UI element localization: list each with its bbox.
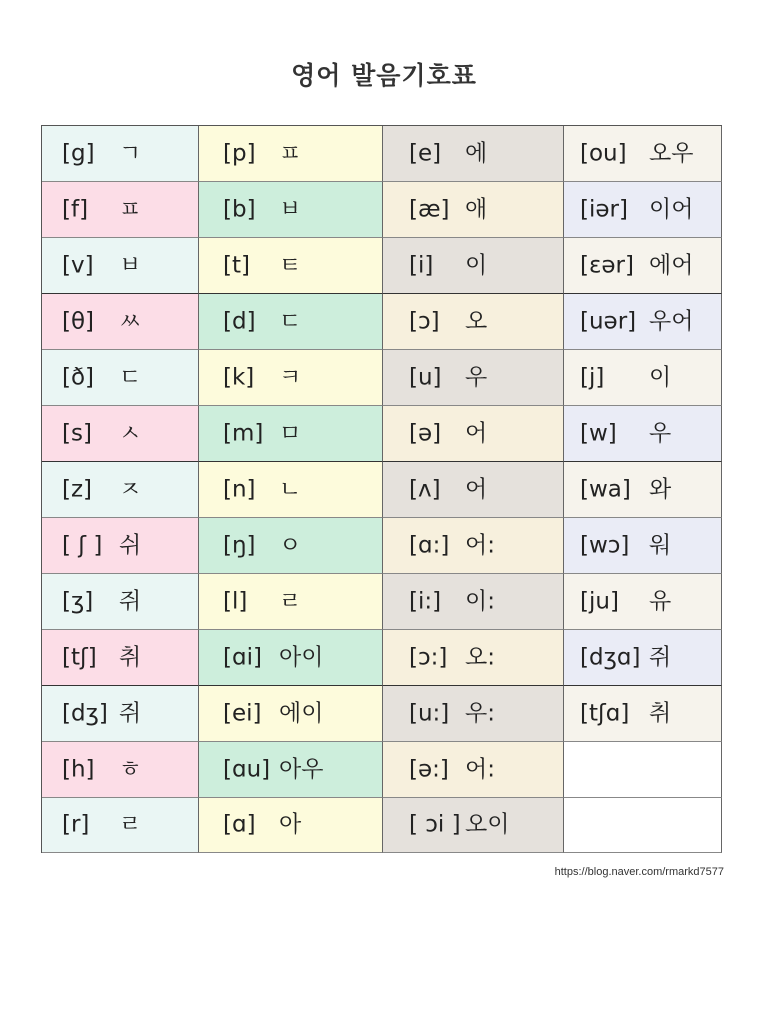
footer-url: https://blog.naver.com/rmarkd7577: [554, 866, 724, 878]
korean-pronunciation: ㅈ: [119, 476, 142, 502]
phonetic-cell: [383, 294, 564, 350]
phonetic-cell: [42, 294, 199, 350]
phonetic-symbol: [wa]: [580, 476, 631, 502]
korean-pronunciation: 에: [465, 140, 488, 166]
phonetic-symbol: [i]: [409, 252, 434, 278]
phonetic-symbol: [ɑi]: [223, 644, 262, 670]
phonetic-symbol: [b]: [223, 196, 256, 222]
korean-pronunciation: 오: [465, 308, 488, 334]
korean-pronunciation: 이:: [465, 588, 495, 614]
korean-pronunciation: ㄴ: [279, 476, 302, 502]
phonetic-cell: [42, 574, 199, 630]
phonetic-symbol: [ ʃ ]: [62, 532, 103, 558]
phonetic-symbol: [ɑ]: [223, 811, 256, 838]
korean-pronunciation: 우: [649, 420, 672, 446]
phonetic-symbol: [l]: [223, 588, 248, 614]
phonetic-cell: [199, 406, 383, 462]
phonetic-symbol: [v]: [62, 252, 94, 278]
phonetic-symbol: [u]: [409, 364, 442, 390]
phonetic-cell: [383, 182, 564, 238]
phonetic-cell: [42, 518, 199, 574]
korean-pronunciation: 취: [649, 700, 672, 726]
phonetic-symbol: [j]: [580, 364, 605, 390]
page-title: 영어 발음기호표: [291, 61, 477, 90]
phonetic-cell: [564, 294, 722, 350]
phonetic-symbol: [f]: [62, 196, 89, 222]
phonetic-symbol: [i:]: [409, 588, 442, 614]
phonetic-cell: [383, 462, 564, 518]
phonetic-symbol: [tʃ]: [62, 644, 97, 670]
phonetic-cell: [564, 518, 722, 574]
phonetic-symbol: [t]: [223, 252, 250, 278]
korean-pronunciation: 이: [465, 252, 488, 278]
phonetic-cell: [383, 686, 564, 742]
korean-pronunciation: 쉬: [119, 532, 142, 558]
korean-pronunciation: 취: [119, 644, 142, 670]
korean-pronunciation: 아우: [279, 756, 324, 782]
phonetic-cell: [42, 406, 199, 462]
korean-pronunciation: ㄹ: [279, 588, 302, 614]
korean-pronunciation: 어:: [465, 756, 495, 782]
korean-pronunciation: 우:: [465, 700, 495, 726]
phonetic-cell: [42, 798, 199, 853]
chart-col-4: [564, 126, 722, 853]
phonetic-cell: [383, 126, 564, 182]
phonetic-cell: [42, 686, 199, 742]
korean-pronunciation: 오우: [649, 140, 694, 166]
korean-pronunciation: ㅆ: [119, 308, 142, 334]
phonetic-cell: [42, 182, 199, 238]
phonetic-symbol: [r]: [62, 811, 90, 838]
phonetic-cell: [383, 350, 564, 406]
phonetic-symbol: [wɔ]: [580, 532, 630, 558]
phonetic-symbol: [dʒ]: [62, 700, 108, 726]
chart-col-3: [383, 126, 564, 853]
phonetic-cell: [42, 350, 199, 406]
phonetic-cell: [199, 462, 383, 518]
phonetic-cell: [383, 518, 564, 574]
phonetic-symbol: [iər]: [580, 196, 628, 222]
phonetic-cell: [42, 742, 199, 798]
phonetic-cell: [199, 630, 383, 686]
phonetic-cell: [199, 686, 383, 742]
phonetic-cell: [564, 686, 722, 742]
korean-pronunciation: 쥐: [649, 644, 672, 670]
phonetic-symbol: [ju]: [580, 588, 619, 614]
phonetic-cell: [199, 574, 383, 630]
phonetic-symbol: [ɑ:]: [409, 532, 450, 558]
korean-pronunciation: 어: [465, 476, 488, 502]
phonetic-symbol: [u:]: [409, 700, 450, 726]
phonetic-cell: [383, 238, 564, 294]
phonetic-symbol: [s]: [62, 420, 92, 446]
phonetic-symbol: [d]: [223, 308, 256, 334]
phonetic-cell: [199, 238, 383, 294]
korean-pronunciation: 아이: [279, 644, 324, 670]
phonetic-cell: [564, 798, 722, 853]
korean-pronunciation: 아: [279, 811, 302, 838]
korean-pronunciation: ㅍ: [279, 140, 302, 166]
korean-pronunciation: 오이: [465, 811, 510, 838]
phonetic-cell: [564, 406, 722, 462]
phonetic-symbol: [ɔ:]: [409, 644, 448, 670]
phonetic-cell: [564, 182, 722, 238]
chart-col-2: [199, 126, 383, 853]
phonetic-cell: [564, 462, 722, 518]
korean-pronunciation: ㅂ: [119, 252, 142, 278]
phonetic-cell: [199, 518, 383, 574]
phonetic-cell: [564, 238, 722, 294]
korean-pronunciation: ㄱ: [119, 140, 142, 166]
phonetic-cell: [383, 406, 564, 462]
phonetic-symbol: [k]: [223, 364, 255, 390]
phonetic-cell: [383, 630, 564, 686]
korean-pronunciation: 쥐: [119, 588, 142, 614]
phonetic-chart: [41, 125, 722, 853]
korean-pronunciation: ㅂ: [279, 196, 302, 222]
phonetic-cell: [42, 462, 199, 518]
korean-pronunciation: 우어: [649, 308, 694, 334]
phonetic-cell: [42, 126, 199, 182]
phonetic-symbol: [ɛər]: [580, 252, 634, 278]
korean-pronunciation: 우: [465, 364, 488, 390]
korean-pronunciation: 어:: [465, 532, 495, 558]
phonetic-symbol: [g]: [62, 140, 95, 166]
phonetic-cell: [564, 126, 722, 182]
phonetic-cell: [42, 238, 199, 294]
phonetic-symbol: [w]: [580, 420, 617, 446]
phonetic-symbol: [ɔ]: [409, 308, 440, 334]
phonetic-symbol: [ð]: [62, 364, 95, 390]
phonetic-symbol: [ɑu]: [223, 756, 271, 782]
phonetic-cell: [199, 742, 383, 798]
korean-pronunciation: 에어: [649, 252, 694, 278]
phonetic-symbol: [ei]: [223, 700, 262, 726]
korean-pronunciation: 애: [465, 196, 488, 222]
korean-pronunciation: 어: [465, 420, 488, 446]
korean-pronunciation: 와: [649, 476, 672, 502]
phonetic-symbol: [m]: [223, 420, 264, 446]
korean-pronunciation: ㅅ: [119, 420, 142, 446]
korean-pronunciation: ㅇ: [279, 532, 302, 558]
phonetic-cell: [564, 350, 722, 406]
phonetic-symbol: [ə:]: [409, 756, 449, 782]
korean-pronunciation: ㅍ: [119, 196, 142, 222]
chart-col-1: [42, 126, 199, 853]
phonetic-cell: [383, 798, 564, 853]
phonetic-cell: [564, 574, 722, 630]
phonetic-cell: [199, 182, 383, 238]
korean-pronunciation: ㅌ: [279, 252, 302, 278]
phonetic-cell: [383, 742, 564, 798]
phonetic-symbol: [ŋ]: [223, 532, 256, 558]
korean-pronunciation: 쥐: [119, 700, 142, 726]
phonetic-cell: [383, 574, 564, 630]
phonetic-symbol: [p]: [223, 140, 256, 166]
phonetic-symbol: [n]: [223, 476, 256, 502]
phonetic-symbol: [ou]: [580, 140, 627, 166]
phonetic-cell: [42, 630, 199, 686]
phonetic-cell: [199, 126, 383, 182]
phonetic-symbol: [dʒɑ]: [580, 644, 641, 670]
phonetic-cell: [564, 630, 722, 686]
phonetic-symbol: [tʃɑ]: [580, 700, 630, 726]
phonetic-symbol: [h]: [62, 756, 95, 782]
phonetic-cell: [564, 742, 722, 798]
korean-pronunciation: 유: [649, 588, 672, 614]
korean-pronunciation: ㅎ: [119, 756, 142, 782]
korean-pronunciation: 이: [649, 364, 672, 390]
korean-pronunciation: ㄷ: [119, 364, 142, 390]
phonetic-cell: [199, 294, 383, 350]
korean-pronunciation: ㄷ: [279, 308, 302, 334]
phonetic-symbol: [uər]: [580, 308, 637, 334]
korean-pronunciation: 이어: [649, 196, 694, 222]
phonetic-symbol: [z]: [62, 476, 93, 502]
phonetic-symbol: [ʌ]: [409, 476, 441, 502]
korean-pronunciation: ㅋ: [279, 364, 302, 390]
korean-pronunciation: ㅁ: [279, 420, 302, 446]
phonetic-symbol: [ə]: [409, 420, 442, 446]
korean-pronunciation: 오:: [465, 644, 495, 670]
phonetic-symbol: [θ]: [62, 308, 95, 334]
phonetic-symbol: [ʒ]: [62, 588, 94, 614]
phonetic-symbol: [æ]: [409, 196, 450, 222]
korean-pronunciation: 에이: [279, 700, 324, 726]
korean-pronunciation: ㄹ: [119, 811, 142, 838]
phonetic-cell: [199, 798, 383, 853]
phonetic-symbol: [ ɔi ]: [409, 811, 461, 838]
korean-pronunciation: 워: [649, 532, 672, 558]
phonetic-symbol: [e]: [409, 140, 442, 166]
phonetic-cell: [199, 350, 383, 406]
